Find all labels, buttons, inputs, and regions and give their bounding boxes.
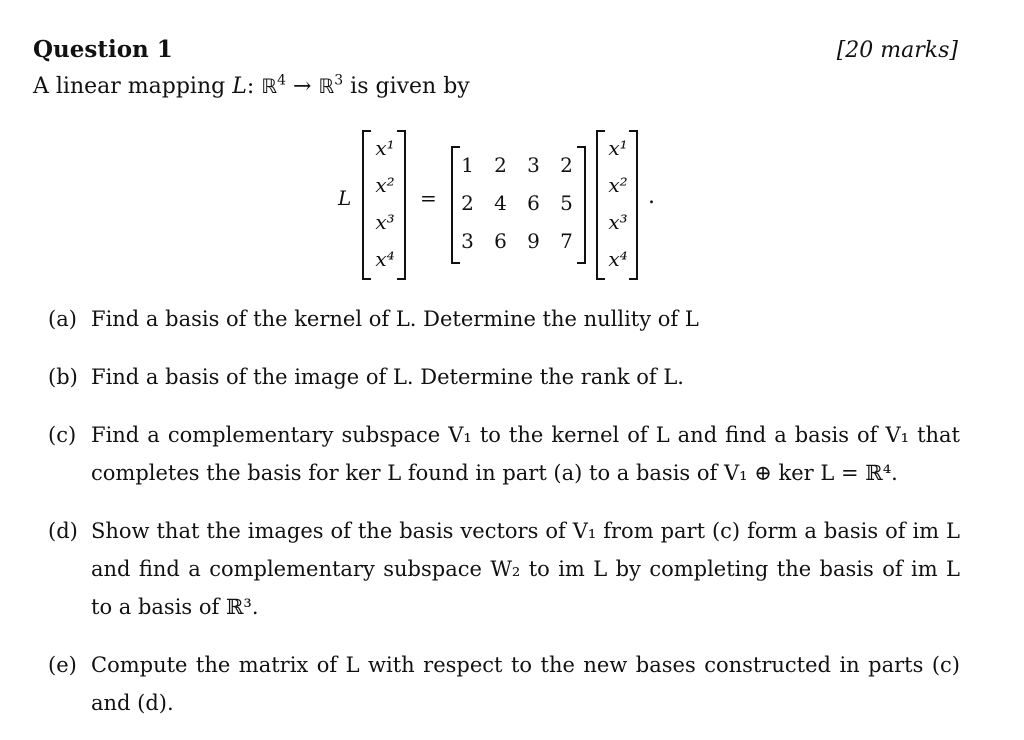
part-d [48, 512, 960, 626]
matrix-cell: 6 [494, 229, 507, 253]
part-text: Find a basis of the image of L. Determine the rank of L. [91, 365, 684, 389]
matrix-cell: 2 [560, 153, 573, 177]
marks-label: [20 marks] [836, 38, 958, 63]
rhs-vector-right-bracket [629, 130, 638, 280]
matrix-cell: 3 [461, 229, 474, 253]
input-vector-entry: x⁴ [375, 247, 395, 271]
part-label: (a) [48, 307, 77, 331]
mapping-equation [0, 128, 1024, 278]
codomain-symbol: ℝ [318, 74, 335, 98]
rhs-vector-entry: x¹ [608, 136, 628, 160]
matrix-cell: 1 [461, 153, 474, 177]
part-a [48, 300, 960, 338]
part-text: Compute the matrix of L with respect to the new bases constructed in parts (c) and (d). [91, 653, 960, 715]
matrix-cell: 5 [560, 191, 573, 215]
intro-sentence [33, 74, 470, 99]
matrix-cell: 6 [527, 191, 540, 215]
matrix-cell: 2 [461, 191, 474, 215]
part-c [48, 416, 960, 492]
lhs-operator: L [338, 186, 352, 210]
question-title: Question 1 [33, 36, 173, 63]
equals-sign: = [420, 186, 437, 210]
part-label: (d) [48, 519, 78, 543]
domain-exponent: 4 [277, 72, 286, 89]
intro-suffix: is given by [343, 74, 470, 99]
part-text: Find a complementary subspace V₁ to the kernel of L and find a basis of V₁ that completes the basis for ker L found in part (a) to a basis of V₁ ⊕ ker L = ℝ⁴. [91, 423, 960, 485]
matrix-cell: 9 [527, 229, 540, 253]
part-text: Find a basis of the kernel of L. Determine the nullity of L [91, 307, 699, 331]
input-vector-entry: x¹ [375, 136, 395, 160]
part-b [48, 358, 960, 396]
part-e [48, 646, 960, 722]
matrix-cell: 7 [560, 229, 573, 253]
coefficient-matrix [451, 146, 583, 260]
matrix-right-bracket [577, 146, 586, 264]
rhs-vector-entry: x² [608, 173, 628, 197]
input-vector-entry: x² [375, 173, 395, 197]
input-vector-right-bracket [397, 130, 406, 280]
rhs-vector-entry: x⁴ [608, 247, 628, 271]
part-label: (c) [48, 423, 77, 447]
domain-symbol: ℝ [261, 74, 278, 98]
matrix-cell: 4 [494, 191, 507, 215]
matrix-row [451, 146, 583, 184]
map-name: L [232, 74, 247, 99]
codomain-exponent: 3 [334, 72, 344, 89]
part-label: (b) [48, 365, 78, 389]
matrix-row [451, 184, 583, 222]
matrix-cell: 3 [527, 153, 540, 177]
matrix-row [451, 222, 583, 260]
intro-colon: : [246, 74, 262, 99]
rhs-vector-entry: x³ [608, 210, 628, 234]
arrow: → [285, 74, 319, 99]
matrix-cell: 2 [494, 153, 507, 177]
equation-period: . [648, 184, 655, 209]
part-text: Show that the images of the basis vectors of V₁ from part (c) form a basis of im L and find a complementary subspace W₂ to im L by completing the basis of im L to a basis of ℝ³. [91, 519, 960, 619]
intro-prefix: A linear mapping [33, 74, 233, 99]
part-label: (e) [48, 653, 77, 677]
input-vector-entry: x³ [375, 210, 395, 234]
